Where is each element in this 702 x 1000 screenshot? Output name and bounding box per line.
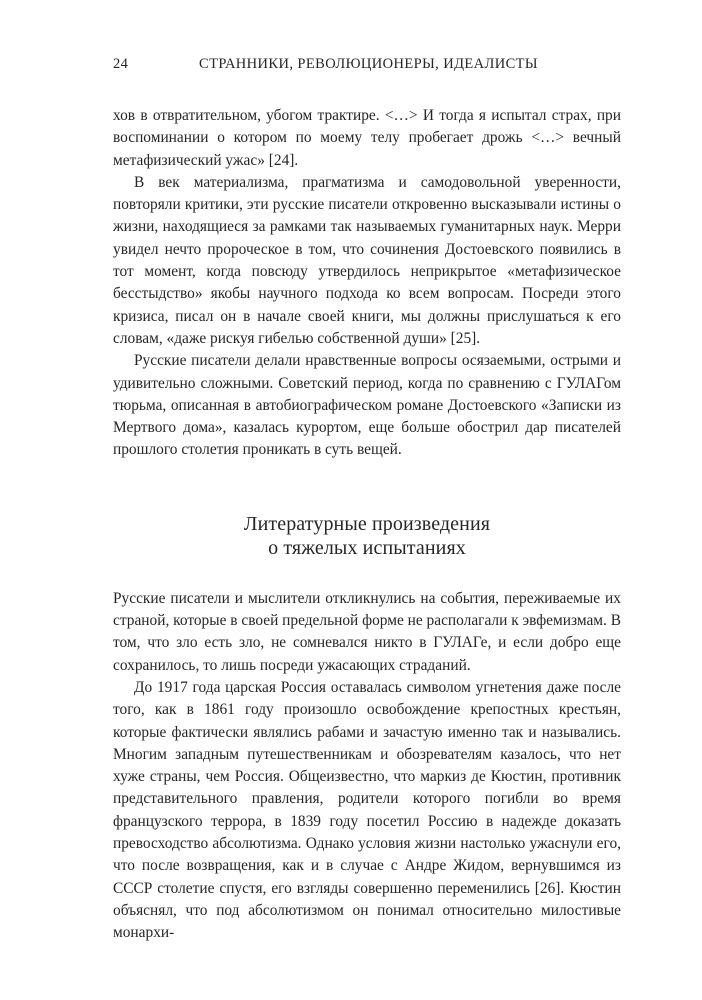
paragraph: Русские писатели и мыслители откликнулись на события, переживаемые их страной, которые в своей предельной форме не располагали к эвфемизмам. В том, что зло есть зло, не сомневался никто в ГУЛАГе, и если добро еще сохранилось, то лишь посреди ужасающих страданий. <box>113 589 622 674</box>
section-one-text <box>113 105 621 462</box>
paragraph-continuation: хов в отвратительном, убогом трактире. <…> И тогда я испытал страх, при воспоминании о котором по моему телу пробегает дрожь <…> вечный метафизический ужас» [24]. <box>113 107 621 169</box>
section-heading <box>113 512 621 560</box>
section-two-text <box>113 588 621 945</box>
running-title: СТРАННИКИ, РЕВОЛЮЦИОНЕРЫ, ИДЕАЛИСТЫ <box>199 56 538 72</box>
paragraph: До 1917 года царская Россия оставалась символом угнетения даже после того, как в 1861 году произошло освобождение крепостных крестьян, которые фактически являлись рабами и зачастую именно так и назывались. Многим западным путешественникам и обозревателям казалось, что нет хуже страны, чем Россия. Общеизвестно, что маркиз де Кюстин, противник представительного правления, родители которого погибли во время французского террора, в 1839 году посетил Россию в надежде доказать превосходство абсолютизма. Однако условия жизни настолько ужаснули его, что после возвращения, как и в случае с Андре Жидом, вернувшимся из СССР столетие спустя, его взгляды совершенно переменились [26]. Кюстин объяснял, что под абсолютизмом он понимал относительно милостивые монархи- <box>113 678 621 942</box>
page-number: 24 <box>113 56 129 72</box>
running-head <box>113 56 621 82</box>
paragraph: Русские писатели делали нравственные вопросы осязаемыми, острыми и удивительно сложными. Советский период, когда по сравнению с ГУЛАГом тюрьма, описанная в автобиографическом романе Достоевского «Записки из Мертвого дома», казалась курортом, еще больше обострил дар писателей прошлого столетия проникать в суть вещей. <box>113 352 621 459</box>
paragraph: В век материализма, прагматизма и самодовольной уверенности, повторяли критики, эти русские писатели откровенно высказывали истины о жизни, находящиеся за рамками так называемых гуманитарных наук. Мерри увидел нечто пророческое в том, что сочинения Достоевского появились в тот момент, когда повсюду утвердилось неприкрытое «метафизическое бесстыдство» якобы научного подхода ко всем вопросам. Посреди этого кризиса, писал он в начале своей книги, мы должны прислушаться к его словам, «даже рискуя гибелью собственной души» [25]. <box>113 173 621 347</box>
book-page <box>113 56 621 945</box>
section-heading-line-2: о тяжелых испытаниях <box>268 536 466 559</box>
section-heading-line-1: Литературные произведения <box>243 512 491 535</box>
